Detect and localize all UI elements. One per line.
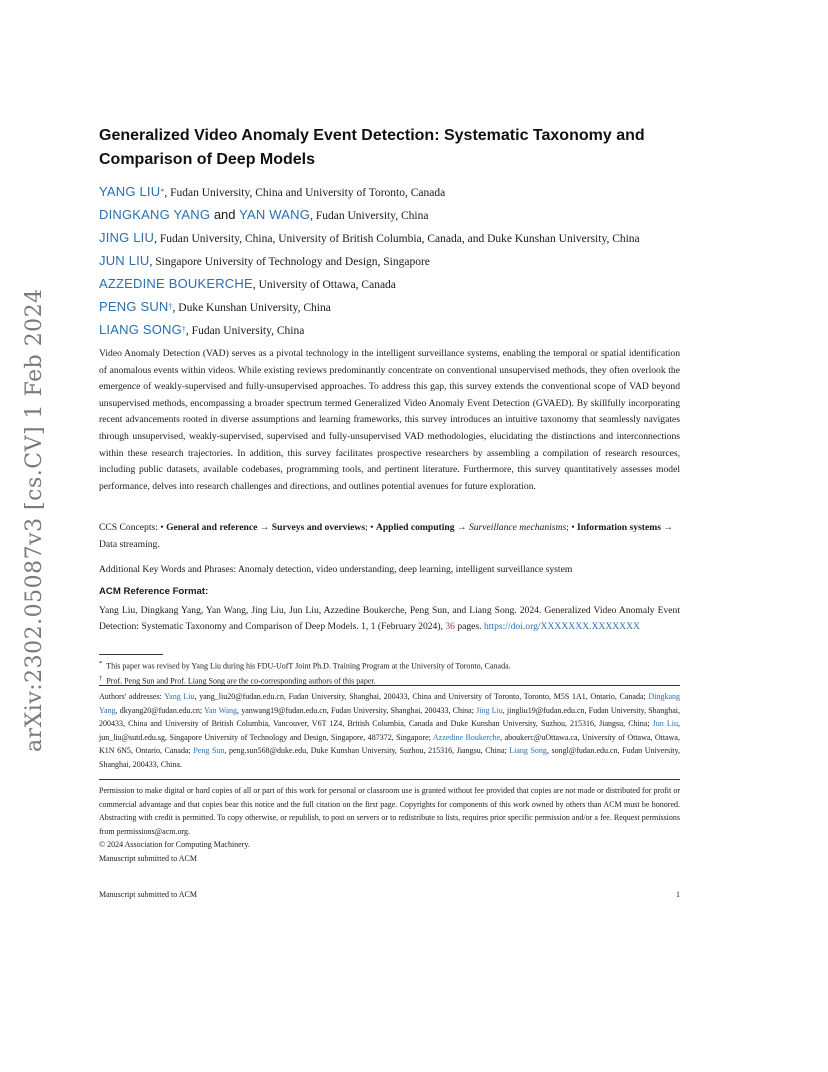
author-mark: † bbox=[181, 325, 186, 334]
author-joiner: and bbox=[210, 207, 240, 222]
ccs-concept: Data streaming. bbox=[99, 538, 160, 550]
author-line bbox=[99, 296, 739, 319]
address-detail: , yanwang19@fudan.edu.cn, Fudan University, Shanghai, 200433, China; bbox=[237, 705, 477, 715]
address-detail: , jun_liu@sutd.edu.sg, Singapore University of Technology and Design, Singapore, 487372, Singapore; bbox=[99, 719, 680, 742]
acm-reference-text: Yang Liu, Dingkang Yang, Yan Wang, Jing Liu, Jun Liu, Azzedine Boukerche, Peng Sun, and Liang Song. 2024. Generalized Video Anomaly Event Detection: Systematic Taxonomy and Comparison of Deep Models. 1, 1 (February 2024), bbox=[99, 605, 680, 632]
ccs-concept: Surveillance mechanisms bbox=[468, 522, 567, 533]
page-footer bbox=[99, 890, 680, 899]
copyright-line: © 2024 Association for Computing Machinery. bbox=[99, 840, 250, 849]
footnote-text: Prof. Peng Sun and Prof. Liang Song are the co-corresponding authors of this paper. bbox=[106, 676, 376, 686]
author-affiliation: , Fudan University, China and University of Toronto, Canada bbox=[164, 187, 446, 199]
ccs-bullet: • bbox=[160, 522, 164, 533]
footnote-text: This paper was revised by Yang Liu during his FDU-UofT Joint Ph.D. Training Program at the University of Toronto, Canada. bbox=[106, 661, 511, 671]
ccs-concept: Applied computing bbox=[375, 522, 455, 533]
address-author-link[interactable]: Liang Song bbox=[509, 746, 547, 755]
author-name[interactable]: YANG LIU bbox=[99, 184, 161, 199]
address-author-link[interactable]: Jing Liu bbox=[476, 705, 503, 715]
author-line bbox=[99, 273, 739, 296]
author-affiliation: , Fudan University, China bbox=[310, 210, 429, 222]
arxiv-identifier: arXiv:2302.05087v3 [cs.CV] 1 Feb 2024 bbox=[22, 288, 47, 752]
ccs-concept: Surveys and overviews bbox=[271, 522, 366, 533]
author-line bbox=[99, 319, 739, 342]
addresses-lead: Authors' addresses: bbox=[99, 692, 165, 701]
author-name[interactable]: PENG SUN bbox=[99, 299, 169, 314]
author-list bbox=[99, 181, 739, 342]
author-affiliation: , Singapore University of Technology and Design, Singapore bbox=[149, 256, 430, 268]
page-count-link[interactable]: 36 bbox=[445, 621, 455, 632]
author-name[interactable]: JUN LIU bbox=[99, 253, 150, 268]
doi-link[interactable]: https://doi.org/XXXXXXX.XXXXXXX bbox=[483, 621, 640, 632]
author-line bbox=[99, 227, 739, 250]
address-detail: , jingliu19@fudan.edu.cn, Fudan University, Shanghai, 200433, China and University of British Columbia, Vancouver, V6T 1Z4, British Columbia, Canada and Duke Kunshan University, Suzhou, 215316, Jiangsu, China; bbox=[99, 705, 681, 728]
author-mark: † bbox=[168, 302, 173, 311]
footer-manuscript: Manuscript submitted to ACM bbox=[99, 890, 197, 899]
author-line bbox=[99, 181, 739, 204]
address-author-link[interactable]: Dingkang Yang bbox=[99, 692, 680, 715]
footnotes bbox=[99, 658, 680, 687]
addresses-divider bbox=[99, 685, 680, 686]
acm-reference bbox=[99, 603, 680, 635]
permission-notice bbox=[99, 784, 680, 865]
author-affiliation: , Fudan University, China bbox=[185, 325, 305, 337]
footnote-divider bbox=[99, 654, 163, 655]
address-author-link[interactable]: Peng Sun bbox=[193, 746, 225, 755]
ccs-bullet: • bbox=[571, 522, 575, 533]
ccs-concept: General and reference bbox=[166, 522, 258, 533]
ccs-bullet: • bbox=[370, 522, 374, 533]
address-detail: , peng.sun568@duke.edu, Duke Kunshan University, Suzhou, 215316, Jiangsu, China; bbox=[224, 746, 510, 755]
author-name[interactable]: JING LIU bbox=[99, 230, 155, 245]
ccs-label: CCS Concepts: bbox=[99, 522, 161, 533]
ccs-arrow: → bbox=[663, 522, 673, 533]
author-name[interactable]: DINGKANG YANG bbox=[99, 207, 211, 222]
address-author-link[interactable]: Yan Wang bbox=[204, 705, 238, 715]
footnote-mark: * bbox=[99, 660, 103, 667]
address-author-link[interactable]: Azzedine Boukerche bbox=[432, 732, 501, 742]
footnote-mark: † bbox=[99, 674, 103, 682]
author-name[interactable]: LIANG SONG bbox=[99, 322, 182, 337]
address-detail: , aboukerc@uOttawa.ca, University of Ottawa, Ottawa, K1N 6N5, Ontario, Canada; bbox=[99, 732, 680, 755]
page-number: 1 bbox=[676, 890, 680, 899]
author-affiliation: , University of Ottawa, Canada bbox=[252, 279, 396, 291]
ccs-arrow: → bbox=[259, 522, 270, 533]
author-name[interactable]: YAN WANG bbox=[239, 207, 311, 222]
footnote bbox=[99, 658, 680, 673]
ccs-concepts: CCS Concepts: • General and reference → Surveys and overviews; • Applied computing → Surveillance mechanisms; • Information systems → Data streaming. bbox=[99, 522, 673, 550]
permission-divider bbox=[99, 779, 680, 780]
abstract: Video Anomaly Detection (VAD) serves as a pivotal technology in the intelligent surveillance systems, enabling the temporal or spatial identification of anomalous events within videos. While existing reviews predominantly concentrate on conventional unsupervised methods, they often overlook the emergence of weakly-supervised and fully-unsupervised approaches. To address this gap, this survey extends the conventional scope of VAD beyond unsupervised methods, encompassing a broader spectrum termed Generalized Video Anomaly Event Detection (GVAED). By skillfully incorporating recent advancements rooted in diverse assumptions and learning frameworks, this survey introduces an intuitive taxonomy that seamlessly navigates through unsupervised, weakly-supervised, supervised and fully-unsupervised VAD methodologies, elucidating the distinctions and interconnections within these research trajectories. In addition, this survey facilitates prospective researchers by assembling a compilation of research resources, including public datasets, available codebases, programming tools, and pertinent literature. Furthermore, this survey quantitatively assesses model performance, delves into research challenges and directions, and outlines potential avenues for future exploration. bbox=[99, 348, 680, 492]
author-mark: * bbox=[160, 187, 165, 196]
author-name[interactable]: AZZEDINE BOUKERCHE bbox=[99, 276, 253, 291]
ccs-arrow: → bbox=[456, 522, 467, 533]
address-author-link[interactable]: Yang Liu bbox=[164, 692, 195, 701]
acm-reference-pages-suffix: pages. bbox=[454, 621, 484, 632]
author-affiliation: , Fudan University, China, University of British Columbia, Canada, and Duke Kunshan University, China bbox=[154, 233, 640, 245]
keywords: Additional Key Words and Phrases: Anomaly detection, video understanding, deep learning, intelligent surveillance system bbox=[99, 564, 573, 575]
address-detail: , songl@fudan.edu.cn, Fudan University, Shanghai, 200433, China. bbox=[99, 746, 680, 769]
author-line bbox=[99, 204, 739, 227]
authors-addresses bbox=[99, 690, 680, 771]
author-affiliation: , Duke Kunshan University, China bbox=[172, 302, 331, 314]
address-author-link[interactable]: Jun Liu bbox=[652, 719, 678, 728]
acm-reference-heading: ACM Reference Format: bbox=[99, 586, 209, 597]
ccs-concept: Information systems bbox=[577, 522, 661, 533]
address-detail: , dkyang20@fudan.edu.cn; bbox=[115, 705, 205, 715]
permission-text: Permission to make digital or hard copies of all or part of this work for personal or classroom use is granted without fee provided that copies are not made or distributed for profit or commercial advantage and that copies bear this notice and the full citation on the first page. Copyrights for components of this work owned by others than ACM must be honored. Abstracting with credit is permitted. To copy otherwise, or republish, to post on servers or to redistribute to lists, requires prior specific permission and/or a fee. Request permissions from permissions@acm.org. bbox=[99, 786, 680, 836]
address-detail: , yang_liu20@fudan.edu.cn, Fudan University, Shanghai, 200433, China and University of Toronto, Toronto, M5S 1A1, Ontario, Canada; bbox=[194, 692, 649, 701]
paper-title: Generalized Video Anomaly Event Detection: Systematic Taxonomy and Comparison of Deep Models bbox=[99, 127, 645, 168]
manuscript-note: Manuscript submitted to ACM bbox=[99, 853, 197, 863]
author-line bbox=[99, 250, 739, 273]
